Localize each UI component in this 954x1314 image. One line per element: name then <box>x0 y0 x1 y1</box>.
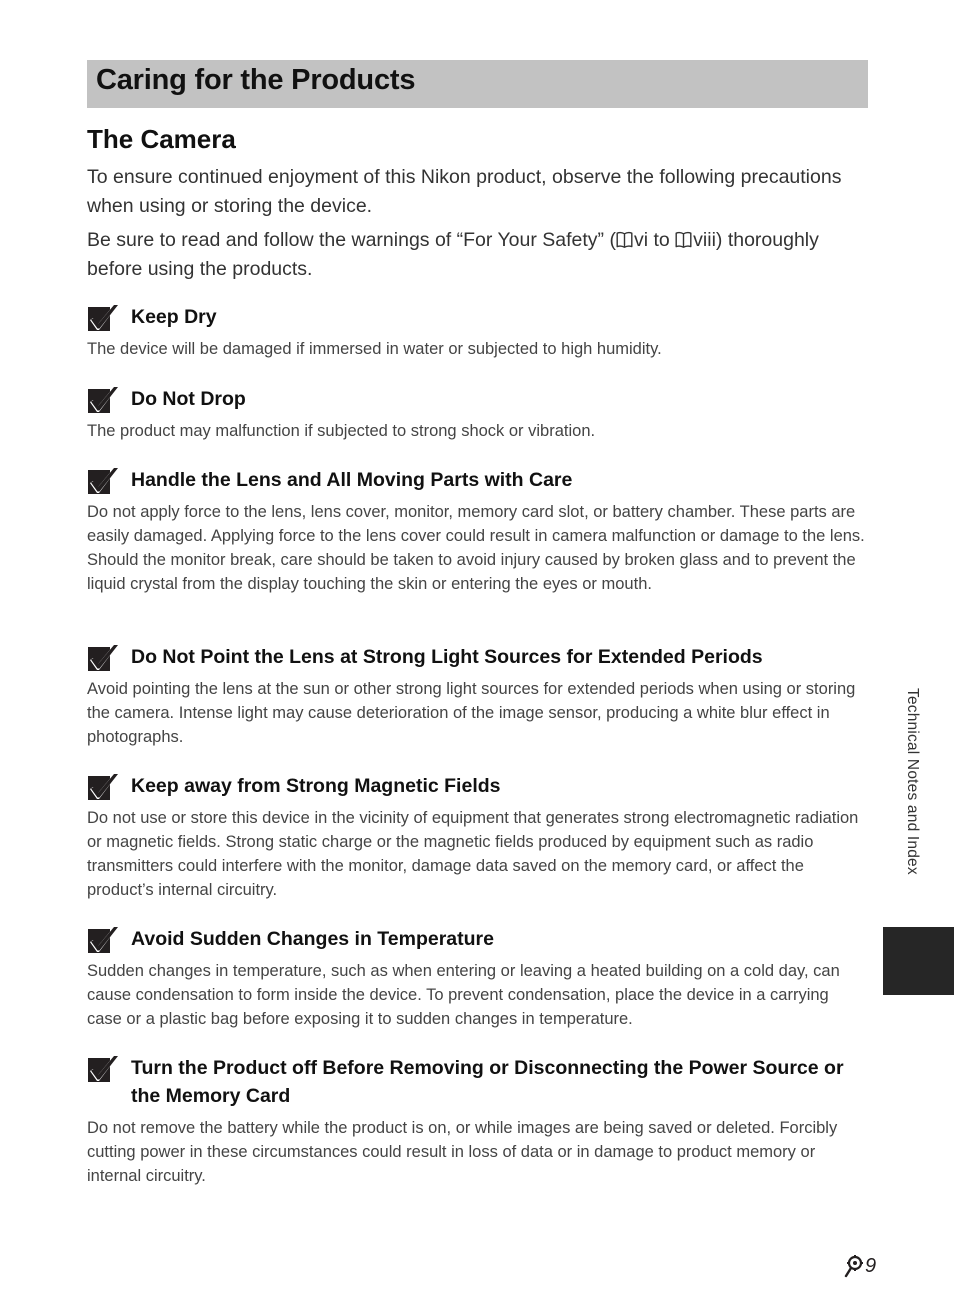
safety-text-after: ) thoroughly before using the products. <box>87 229 819 280</box>
caution-title: Keep Dry <box>131 306 217 328</box>
caution-check-icon <box>87 303 119 335</box>
section-heading: The Camera <box>87 124 236 154</box>
safety-text-middle: to <box>648 229 676 251</box>
caution-body: The product may malfunction if subjected to strong shock or vibration. <box>87 422 596 440</box>
caution-keep-dry <box>87 303 867 361</box>
caution-header <box>87 772 867 800</box>
caution-title: Turn the Product off Before Removing or Disconnecting the Power Source or the Memory Card <box>131 1057 844 1107</box>
caution-header <box>87 466 867 494</box>
caution-header <box>87 385 867 413</box>
caution-header <box>87 643 867 671</box>
book-reference-icon <box>616 231 633 249</box>
caution-header <box>87 1054 867 1110</box>
caution-title: Do Not Point the Lens at Strong Light Sources for Extended Periods <box>131 646 763 668</box>
intro-paragraph: To ensure continued enjoyment of this Nikon product, observe the following precautions when using or storing the device. <box>87 166 842 217</box>
safety-reference-paragraph <box>87 226 847 284</box>
caution-check-icon <box>87 772 119 804</box>
page-number-value: 9 <box>865 1254 877 1277</box>
page-number <box>842 1253 876 1279</box>
caution-body: Do not apply force to the lens, lens cover, monitor, memory card slot, or battery chamber. These parts are easily damaged. Applying force to the lens cover could result in camera malfunction or damage to the lens. Should the monitor break, care should be taken to avoid injury caused by broken glass and to prevent the liquid crystal from the display touching the skin or entering the eyes or mouth. <box>87 503 865 593</box>
caution-do-not-drop <box>87 385 867 443</box>
safety-text-before: Be sure to read and follow the warnings of “For Your Safety” ( <box>87 229 616 251</box>
technical-notes-icon <box>842 1254 864 1278</box>
caution-body: Avoid pointing the lens at the sun or other strong light sources for extended periods when using or storing the camera. Intense light may cause deterioration of the image sensor, producing a white blur effect in photographs. <box>87 680 856 746</box>
caution-check-icon <box>87 385 119 417</box>
caution-body: Do not remove the battery while the product is on, or while images are being saved or deleted. Forcibly cutting power in these circumstances could result in loss of data or in damage to product memory or internal circuitry. <box>87 1119 838 1185</box>
caution-temperature <box>87 925 867 1031</box>
book-reference-icon <box>675 231 692 249</box>
caution-check-icon <box>87 643 119 675</box>
caution-body: Do not use or store this device in the vicinity of equipment that generates strong electromagnetic radiation or magnetic fields. Strong static charge or the magnetic fields produced by equipment such as radio transmitters could interfere with the monitor, damage data saved on the memory card, or affect the product’s internal circuitry. <box>87 809 859 899</box>
caution-check-icon <box>87 1054 119 1086</box>
caution-header <box>87 925 867 953</box>
caution-handle-lens <box>87 466 867 596</box>
caution-power-off <box>87 1054 867 1188</box>
caution-check-icon <box>87 925 119 957</box>
caution-title: Handle the Lens and All Moving Parts with Care <box>131 469 573 491</box>
caution-magnetic-fields <box>87 772 867 902</box>
caution-body: The device will be damaged if immersed in water or subjected to high humidity. <box>87 340 662 358</box>
caution-title: Keep away from Strong Magnetic Fields <box>131 775 501 797</box>
page-reference-start[interactable]: vi <box>633 229 649 251</box>
caution-strong-light <box>87 643 867 749</box>
caution-title: Do Not Drop <box>131 388 246 410</box>
caution-body: Sudden changes in temperature, such as when entering or leaving a heated building on a cold day, can cause condensation to form inside the device. To prevent condensation, place the device in a carrying case or a plastic bag before exposing it to sudden changes in temperature. <box>87 962 840 1028</box>
caution-title: Avoid Sudden Changes in Temperature <box>131 928 494 950</box>
caution-check-icon <box>87 466 119 498</box>
side-tab-marker <box>883 927 954 995</box>
page-reference-end[interactable]: viii <box>693 229 716 251</box>
side-tab-label: Technical Notes and Index <box>904 688 921 875</box>
page-title: Caring for the Products <box>96 64 416 96</box>
title-bar <box>87 60 868 108</box>
caution-header <box>87 303 867 331</box>
